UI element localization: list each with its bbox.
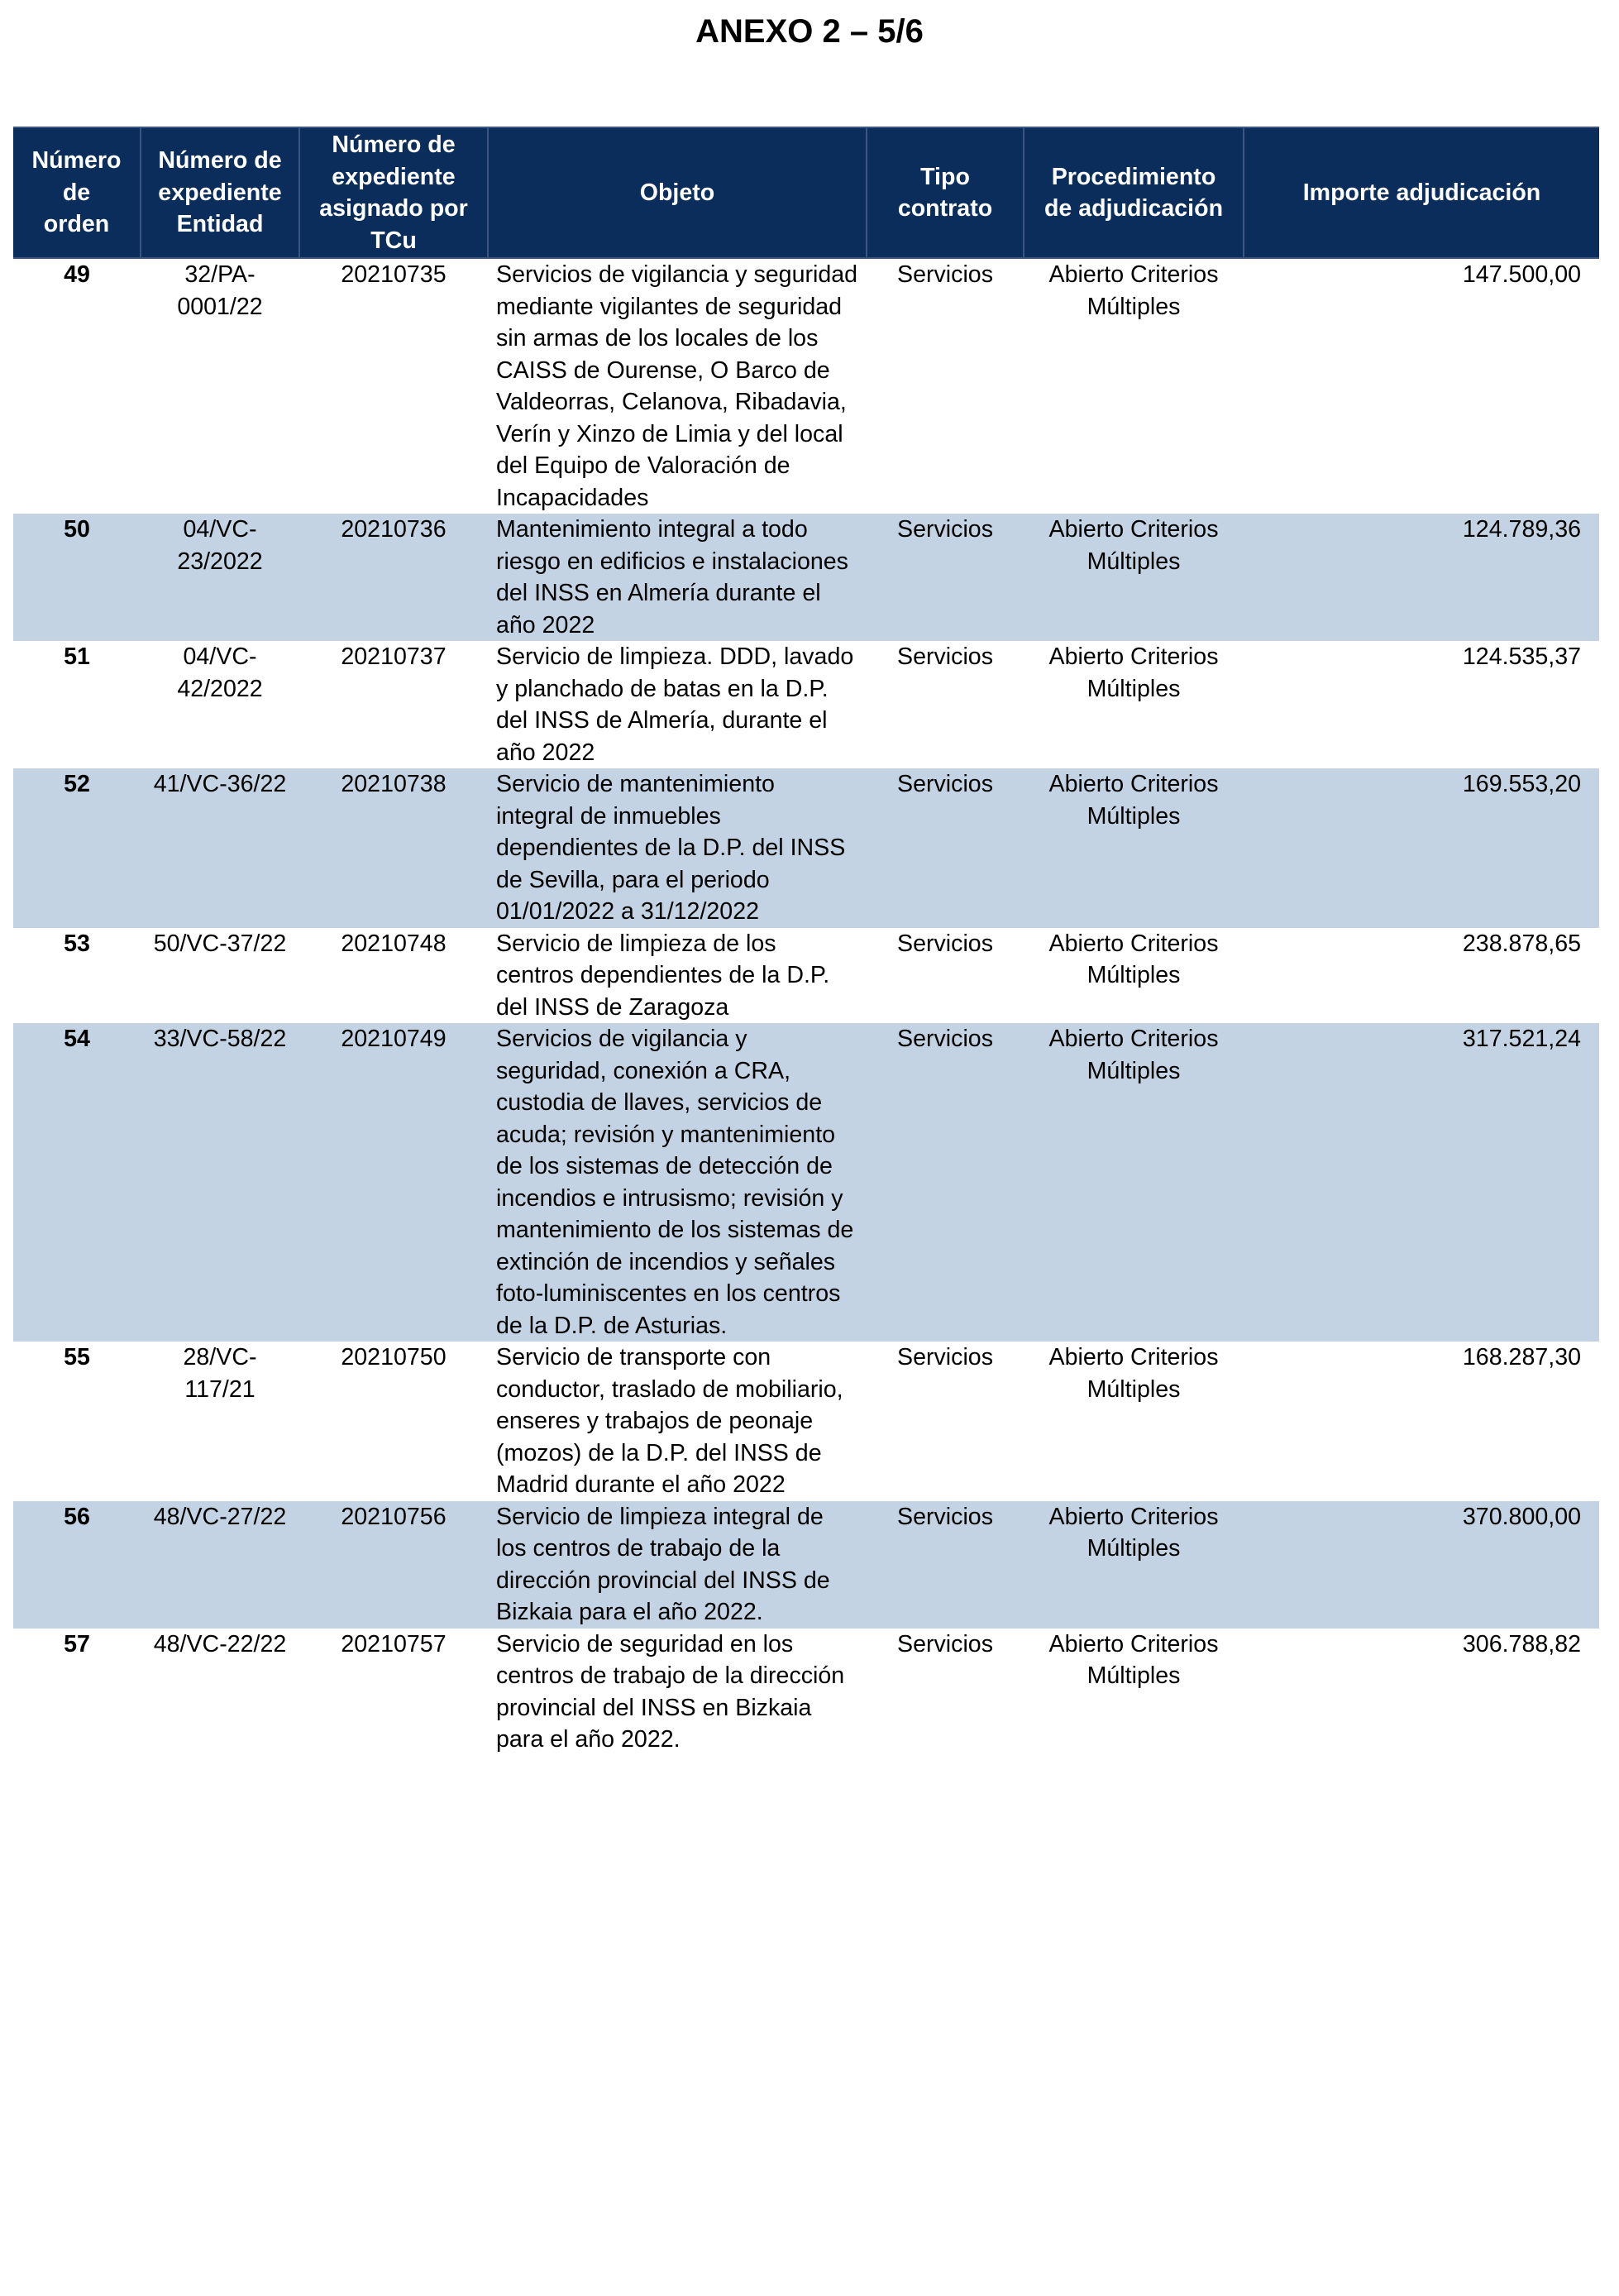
cell-tcu: 20210735 xyxy=(341,261,447,288)
cell-importe: 169.553,20 xyxy=(1244,768,1599,928)
cell-importe: 124.535,37 xyxy=(1462,643,1581,670)
cell-orden: 55 xyxy=(64,1344,90,1370)
cell-orden: 49 xyxy=(64,261,90,288)
cell-procedimiento: Abierto Criterios Múltiples xyxy=(1048,1344,1219,1403)
cell-procedimiento: Abierto Criterios Múltiples xyxy=(1024,768,1244,928)
cell-expediente: 28/VC-117/21 xyxy=(183,1344,257,1403)
cell-expediente: 04/VC-23/2022 xyxy=(141,514,299,641)
cell-importe: 238.878,65 xyxy=(1462,930,1581,957)
cell-orden: 56 xyxy=(13,1501,141,1629)
cell-objeto: Servicio de limpieza. DDD, lavado y planchado de batas en la D.P. del INSS de Almería, durante el año 2022 xyxy=(496,643,854,766)
cell-objeto: Servicios de vigilancia y seguridad mediante vigilantes de seguridad sin armas de los locales de los CAISS de Ourense, O Barco de Valdeorras, Celanova, Ribadavia, Verín y Xinzo de Limia y del local del Equipo de Valoración de Incapacidades xyxy=(496,261,858,511)
cell-tcu: 20210749 xyxy=(299,1023,488,1342)
cell-tipo: Servicios xyxy=(897,261,993,288)
cell-tcu: 20210737 xyxy=(341,643,447,670)
cell-importe: 124.789,36 xyxy=(1244,514,1599,641)
header-importe: Importe adjudicación xyxy=(1244,127,1599,258)
cell-importe: 147.500,00 xyxy=(1462,261,1581,288)
header-tipo-contrato: Tipo contrato xyxy=(867,127,1024,258)
table-body xyxy=(13,258,1599,1756)
cell-objeto: Servicios de vigilancia y seguridad, conexión a CRA, custodia de llaves, servicios de acuda; revisión y mantenimiento de los sistemas de detección de incendios e intrusismo; revisión y mantenimiento de los sistemas de extinción de incendios y señales foto-luminiscentes en los centros de la D.P. de Asturias. xyxy=(488,1023,867,1342)
cell-tipo: Servicios xyxy=(867,514,1024,641)
table-header xyxy=(13,127,1599,258)
cell-tcu: 20210738 xyxy=(299,768,488,928)
cell-procedimiento: Abierto Criterios Múltiples xyxy=(1048,643,1219,702)
cell-objeto: Mantenimiento integral a todo riesgo en edificios e instalaciones del INSS en Almería durante el año 2022 xyxy=(488,514,867,641)
contracts-table xyxy=(13,127,1599,1756)
header-numero-tcu: Número de expediente asignado por TCu xyxy=(299,127,488,258)
header-numero-orden: Número de orden xyxy=(13,127,141,258)
cell-tcu: 20210757 xyxy=(341,1630,447,1657)
table-row xyxy=(13,768,1599,928)
table-row xyxy=(13,258,1599,514)
cell-procedimiento: Abierto Criterios Múltiples xyxy=(1048,930,1219,988)
cell-orden: 52 xyxy=(13,768,141,928)
cell-importe: 168.287,30 xyxy=(1462,1344,1581,1370)
cell-expediente: 50/VC-37/22 xyxy=(153,930,287,957)
cell-procedimiento: Abierto Criterios Múltiples xyxy=(1024,514,1244,641)
cell-orden: 50 xyxy=(13,514,141,641)
cell-objeto: Servicio de limpieza de los centros dependientes de la D.P. del INSS de Zaragoza xyxy=(496,930,830,1021)
cell-tipo: Servicios xyxy=(867,1501,1024,1629)
cell-tcu: 20210736 xyxy=(299,514,488,641)
cell-objeto: Servicio de transporte con conductor, traslado de mobiliario, enseres y trabajos de peonaje (mozos) de la D.P. del INSS de Madrid durante el año 2022 xyxy=(496,1344,843,1498)
cell-tipo: Servicios xyxy=(897,643,993,670)
cell-tcu: 20210748 xyxy=(341,930,447,957)
table-row xyxy=(13,514,1599,641)
header-row xyxy=(13,127,1599,258)
cell-procedimiento: Abierto Criterios Múltiples xyxy=(1024,1023,1244,1342)
table-row xyxy=(13,1023,1599,1342)
cell-objeto: Servicio de limpieza integral de los centros de trabajo de la dirección provincial del INSS de Bizkaia para el año 2022. xyxy=(488,1501,867,1629)
cell-importe: 317.521,24 xyxy=(1244,1023,1599,1342)
cell-orden: 57 xyxy=(64,1630,90,1657)
cell-orden: 53 xyxy=(64,930,90,957)
table-row xyxy=(13,1342,1599,1501)
cell-tipo: Servicios xyxy=(897,1344,993,1370)
cell-importe: 306.788,82 xyxy=(1462,1630,1581,1657)
cell-procedimiento: Abierto Criterios Múltiples xyxy=(1048,1630,1219,1689)
cell-objeto: Servicio de seguridad en los centros de trabajo de la dirección provincial del INSS en Bizkaia para el año 2022. xyxy=(496,1630,845,1753)
cell-importe: 370.800,00 xyxy=(1244,1501,1599,1629)
cell-tipo: Servicios xyxy=(897,930,993,957)
cell-tipo: Servicios xyxy=(897,1630,993,1657)
header-numero-expediente: Número de expediente Entidad xyxy=(141,127,299,258)
header-objeto: Objeto xyxy=(488,127,867,258)
table-row xyxy=(13,641,1599,768)
cell-objeto: Servicio de mantenimiento integral de inmuebles dependientes de la D.P. del INSS de Sevilla, para el periodo 01/01/2022 a 31/12/2022 xyxy=(488,768,867,928)
cell-tipo: Servicios xyxy=(867,768,1024,928)
table-row xyxy=(13,1629,1599,1756)
cell-tcu: 20210756 xyxy=(299,1501,488,1629)
cell-tcu: 20210750 xyxy=(341,1344,447,1370)
cell-expediente: 04/VC-42/2022 xyxy=(177,643,263,702)
cell-expediente: 41/VC-36/22 xyxy=(141,768,299,928)
cell-expediente: 48/VC-22/22 xyxy=(153,1630,287,1657)
table-row xyxy=(13,1501,1599,1629)
cell-tipo: Servicios xyxy=(867,1023,1024,1342)
cell-procedimiento: Abierto Criterios Múltiples xyxy=(1024,1501,1244,1629)
page-title: ANEXO 2 – 5/6 xyxy=(695,13,924,50)
cell-expediente: 33/VC-58/22 xyxy=(141,1023,299,1342)
cell-orden: 54 xyxy=(13,1023,141,1342)
cell-expediente: 48/VC-27/22 xyxy=(141,1501,299,1629)
cell-expediente: 32/PA-0001/22 xyxy=(177,261,263,320)
table-row xyxy=(13,928,1599,1024)
header-procedimiento: Procedimiento de adjudicación xyxy=(1024,127,1244,258)
cell-orden: 51 xyxy=(64,643,90,670)
cell-procedimiento: Abierto Criterios Múltiples xyxy=(1048,261,1219,320)
